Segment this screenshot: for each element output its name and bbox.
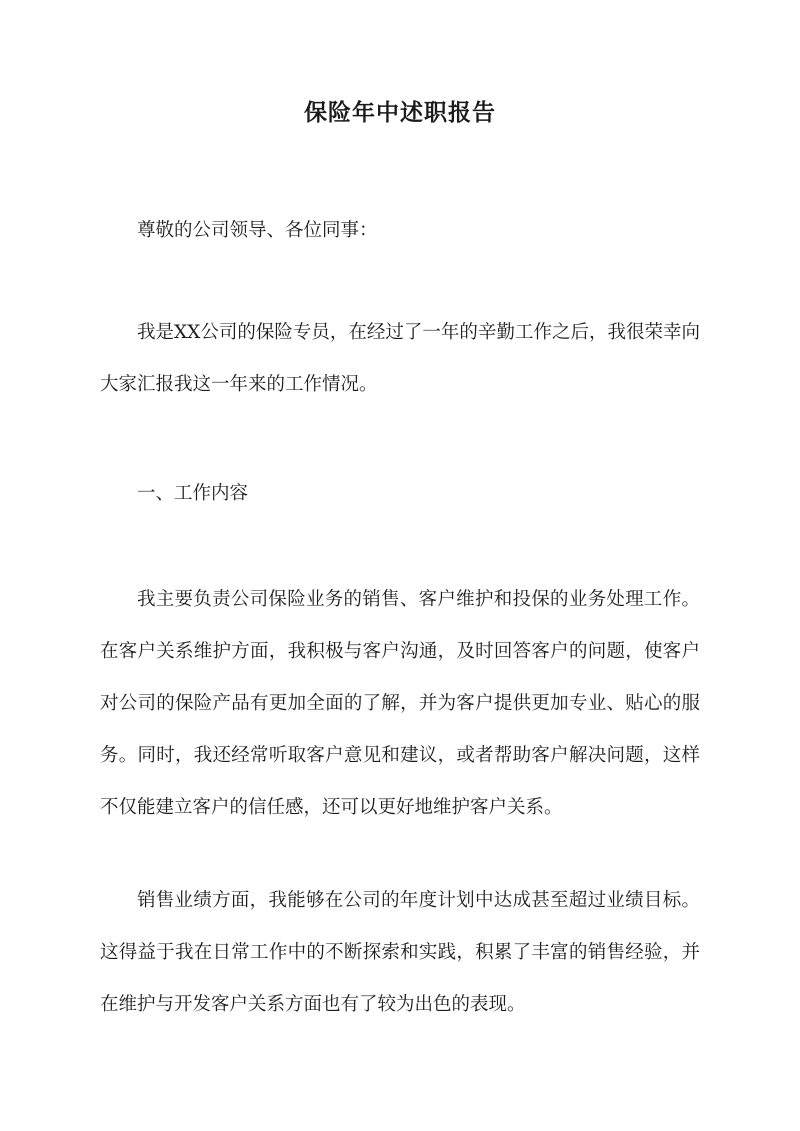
section-heading: 一、工作内容: [137, 483, 249, 504]
work-content-paragraph: 我主要负责公司保险业务的销售、客户维护和投保的业务处理工作。在客户关系维护方面，我积极与客户沟通，及时回答客户的问题，使客户对公司的保险产品有更加全面的了解，并为客户提供更加专业、贴心的服务。同时，我还经常听取客户意见和建议，或者帮助客户解决问题，这样不仅能建立客户的信任感，还可以更好地维护客户关系。: [100, 589, 700, 818]
document-title: 保险年中述职报告: [304, 99, 496, 126]
sales-paragraph: 销售业绩方面，我能够在公司的年度计划中达成甚至超过业绩目标。这得益于我在日常工作中的不断探索和实践，积累了丰富的销售经验，并在维护与开发客户关系方面也有了较为出色的表现。: [100, 890, 700, 1015]
greeting-paragraph: 尊敬的公司领导、各位同事：: [137, 220, 378, 241]
intro-paragraph: 我是XX公司的保险专员，在经过了一年的辛勤工作之后，我很荣幸向大家汇报我这一年来的工作情况。: [100, 322, 700, 395]
